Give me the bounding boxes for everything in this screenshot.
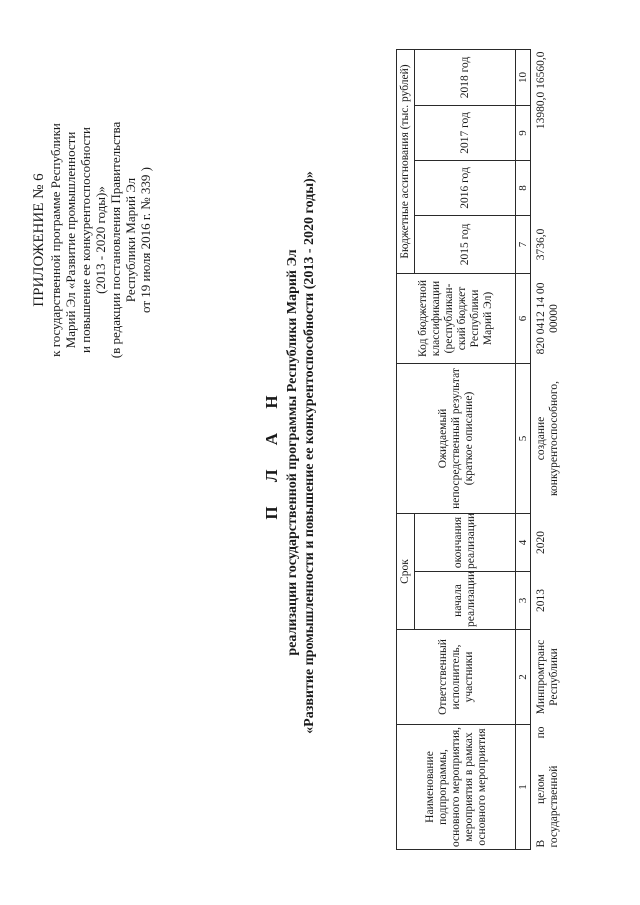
- plan-table: [396, 49, 607, 850]
- header-result: Ожидаемый непосредственный результат (краткое описание): [397, 363, 516, 513]
- header-budget: Бюджетные ассигнования (тыс. рублей): [397, 49, 415, 273]
- cell-start: 2013: [535, 589, 547, 612]
- header-2016: 2016 год: [415, 160, 516, 215]
- appendix-line: Марий Эл «Развитие промышленности: [63, 131, 78, 349]
- appendix-line: (в редакции постановления Правительства: [108, 121, 123, 359]
- header-2017: 2017 год: [415, 105, 516, 160]
- cell-code: 820 0412 14 00 00000: [535, 282, 560, 355]
- header-term: Срок: [397, 513, 415, 629]
- name-word: В: [535, 839, 547, 848]
- column-number: 9: [516, 105, 531, 160]
- cell-2016-2018: 13980,0 16560,0: [535, 51, 547, 130]
- appendix-block: [30, 95, 153, 385]
- column-number: 8: [516, 160, 531, 215]
- column-number: 2: [516, 630, 531, 725]
- appendix-line: (2013 - 2020 годы)»: [93, 186, 108, 294]
- plan-subtitle-2: «Развитие промышленности и повышение ее конкурентоспособности (2013 - 2020 годы)»: [302, 171, 317, 734]
- header-budget-code: Код бюджетной классификации (республикан-ский бюджет Республики Марий Эл): [397, 273, 516, 363]
- table-row: [531, 49, 608, 849]
- plan-title: [260, 0, 318, 905]
- header-term-end: окончания реализации: [415, 513, 516, 571]
- cell-result: создание конкурентоспособного,: [535, 381, 560, 496]
- header-term-start: начала реализации: [415, 572, 516, 630]
- appendix-line: Республики Марий Эл: [123, 177, 138, 303]
- appendix-title: ПРИЛОЖЕНИЕ № 6: [31, 173, 47, 307]
- cell-executor: Минпромтранс Республики: [535, 639, 560, 715]
- name-word: по: [535, 726, 547, 739]
- column-number: 6: [516, 273, 531, 363]
- plan-subtitle-1: реализации государственной программы Республики Марий Эл: [285, 249, 300, 656]
- header-2018: 2018 год: [415, 49, 516, 105]
- column-number: 1: [516, 725, 531, 850]
- appendix-line: к государственной программе Республики: [48, 123, 63, 357]
- header-executor: Ответственный исполнитель, участники: [397, 630, 516, 725]
- header-2015: 2015 год: [415, 215, 516, 273]
- cell-2015: 3736,0: [535, 228, 547, 261]
- cell-end: 2020: [535, 531, 547, 554]
- appendix-line: и повышение ее конкурентоспособности: [78, 127, 93, 353]
- cell-name: [531, 725, 608, 850]
- name-word: целом: [535, 774, 547, 805]
- header-name: Наименование подпрограммы, основного мероприятия, мероприятия в рамках основного мероприятия: [397, 725, 516, 850]
- name-line: государственной: [548, 765, 560, 848]
- column-number: 4: [516, 513, 531, 571]
- column-number: 5: [516, 363, 531, 513]
- plan-heading: П Л А Н: [262, 385, 281, 520]
- column-number: 7: [516, 215, 531, 273]
- column-number: 10: [516, 49, 531, 105]
- column-number: 3: [516, 572, 531, 630]
- appendix-line: от 19 июля 2016 г. № 339 ): [138, 167, 153, 313]
